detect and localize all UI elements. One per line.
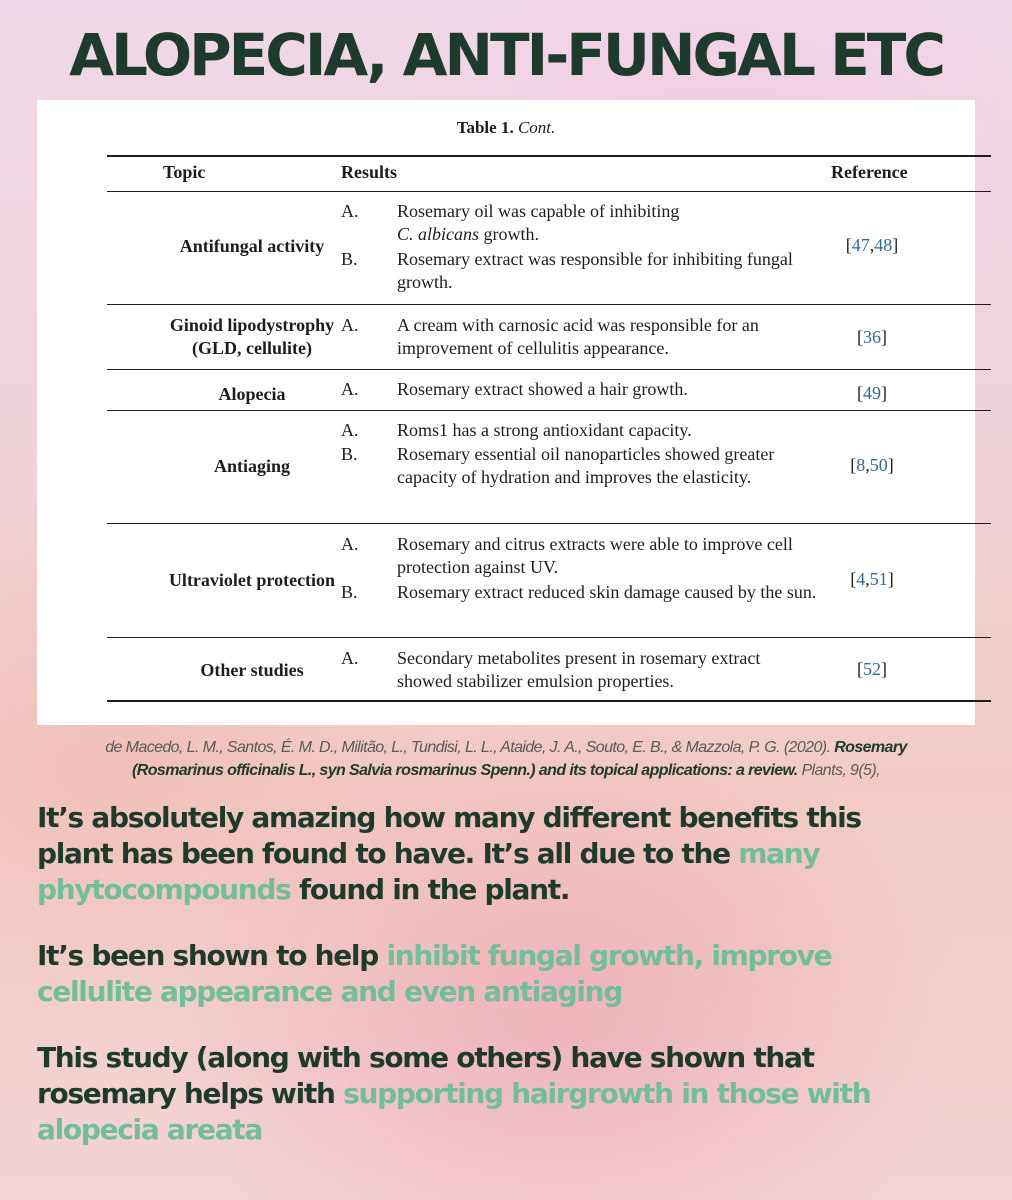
- row-topic: Alopecia: [218, 384, 286, 404]
- row-topic: Ginoid lipodystrophy (GLD, cellulite): [169, 315, 335, 358]
- reference-link[interactable]: 8: [856, 455, 866, 475]
- reference-link[interactable]: 50: [869, 455, 888, 475]
- result-item: A. Rosemary oil was capable of inhibiting C. albicans growth.: [341, 201, 680, 244]
- reference-link[interactable]: 52: [863, 659, 881, 679]
- row-rule: [107, 369, 991, 370]
- reference-link[interactable]: 4: [856, 569, 866, 589]
- row-topic: Antifungal activity: [179, 236, 325, 256]
- header-reference: Reference: [831, 162, 908, 182]
- highlight-text: many: [738, 837, 820, 870]
- result-item: A. Rosemary and citrus extracts were able to improve cell protection against UV.: [341, 534, 793, 577]
- header-topic: Topic: [163, 162, 206, 182]
- highlight-text: alopecia areata: [37, 1113, 262, 1146]
- reference-link[interactable]: 51: [869, 569, 888, 589]
- paragraph-study: This study (along with some others) have shown that rosemary helps with supporting hairgrowth in those with alopecia areata: [37, 1041, 871, 1146]
- row-rule: [107, 410, 991, 411]
- citation: [0, 736, 1012, 782]
- row-rule: [107, 304, 991, 305]
- row-topic: Other studies: [200, 660, 304, 680]
- citation-title: (Rosmarinus officinalis L., syn Salvia rosmarinus Spenn.) and its topical applications: a review.: [132, 762, 798, 779]
- row-reference: [36]: [857, 327, 887, 347]
- reference-link[interactable]: 48: [874, 235, 893, 255]
- reference-link[interactable]: 47: [851, 235, 870, 255]
- reference-link[interactable]: 49: [863, 383, 881, 403]
- row-reference: [47,48]: [845, 235, 899, 255]
- row-reference: [8,50]: [850, 455, 894, 475]
- result-item: A. Roms1 has a strong antioxidant capacity.: [341, 420, 692, 440]
- table-bottom-rule: [107, 700, 991, 702]
- highlight-text: cellulite appearance and even antiaging: [37, 975, 623, 1008]
- page-headline: ALOPECIA, ANTI-FUNGAL ETC: [69, 21, 943, 89]
- row-rule: [107, 637, 991, 638]
- row-rule: [107, 523, 991, 524]
- table-top-rule: [107, 155, 991, 157]
- result-item: A. A cream with carnosic acid was responsible for an improvement of cellulitis appearance.: [341, 315, 759, 358]
- paragraph-shown-to-help: It’s been shown to help inhibit fungal growth, improve cellulite appearance and even antiaging: [37, 939, 832, 1008]
- table-image: [37, 100, 975, 725]
- row-reference: [52]: [857, 659, 887, 679]
- result-item: B. Rosemary extract was responsible for inhibiting fungal growth.: [341, 249, 793, 292]
- citation-journal: Plants, 9(5),: [801, 762, 880, 779]
- highlight-text: phytocompounds: [37, 873, 291, 906]
- header-results: Results: [341, 162, 398, 182]
- table-caption-label: Table 1.: [456, 118, 514, 137]
- table-caption: [37, 118, 975, 138]
- citation-title-start: Rosemary: [834, 739, 907, 756]
- highlight-text: inhibit fungal growth, improve: [386, 939, 832, 972]
- citation-authors: de Macedo, L. M., Santos, É. M. D., Militão, L., Tundisi, L. L., Ataide, J. A., Souto, E. B., & Mazzola, P. G. (2020).: [105, 739, 831, 756]
- paragraph-benefits: It’s absolutely amazing how many different benefits this plant has been found to have. It’s all due to the many phytocompounds found in the plant.: [37, 801, 861, 906]
- row-reference: [49]: [857, 383, 887, 403]
- header-rule: [107, 191, 991, 192]
- result-item: A. Rosemary extract showed a hair growth.: [341, 379, 688, 399]
- row-topic: Ultraviolet protection: [168, 570, 336, 590]
- row-topic: Antiaging: [213, 456, 291, 476]
- highlight-text: supporting hairgrowth in those with: [343, 1077, 871, 1110]
- reference-link[interactable]: 36: [863, 327, 881, 347]
- table-caption-cont: Cont.: [517, 118, 556, 137]
- result-item: B. Rosemary extract reduced skin damage caused by the sun.: [341, 582, 817, 602]
- result-item: A. Secondary metabolites present in rosemary extract showed stabilizer emulsion properties.: [341, 648, 761, 691]
- result-item: B. Rosemary essential oil nanoparticles showed greater capacity of hydration and improves the elasticity.: [341, 444, 775, 487]
- species-name: C. albicans: [397, 224, 480, 244]
- row-reference: [4,51]: [850, 569, 894, 589]
